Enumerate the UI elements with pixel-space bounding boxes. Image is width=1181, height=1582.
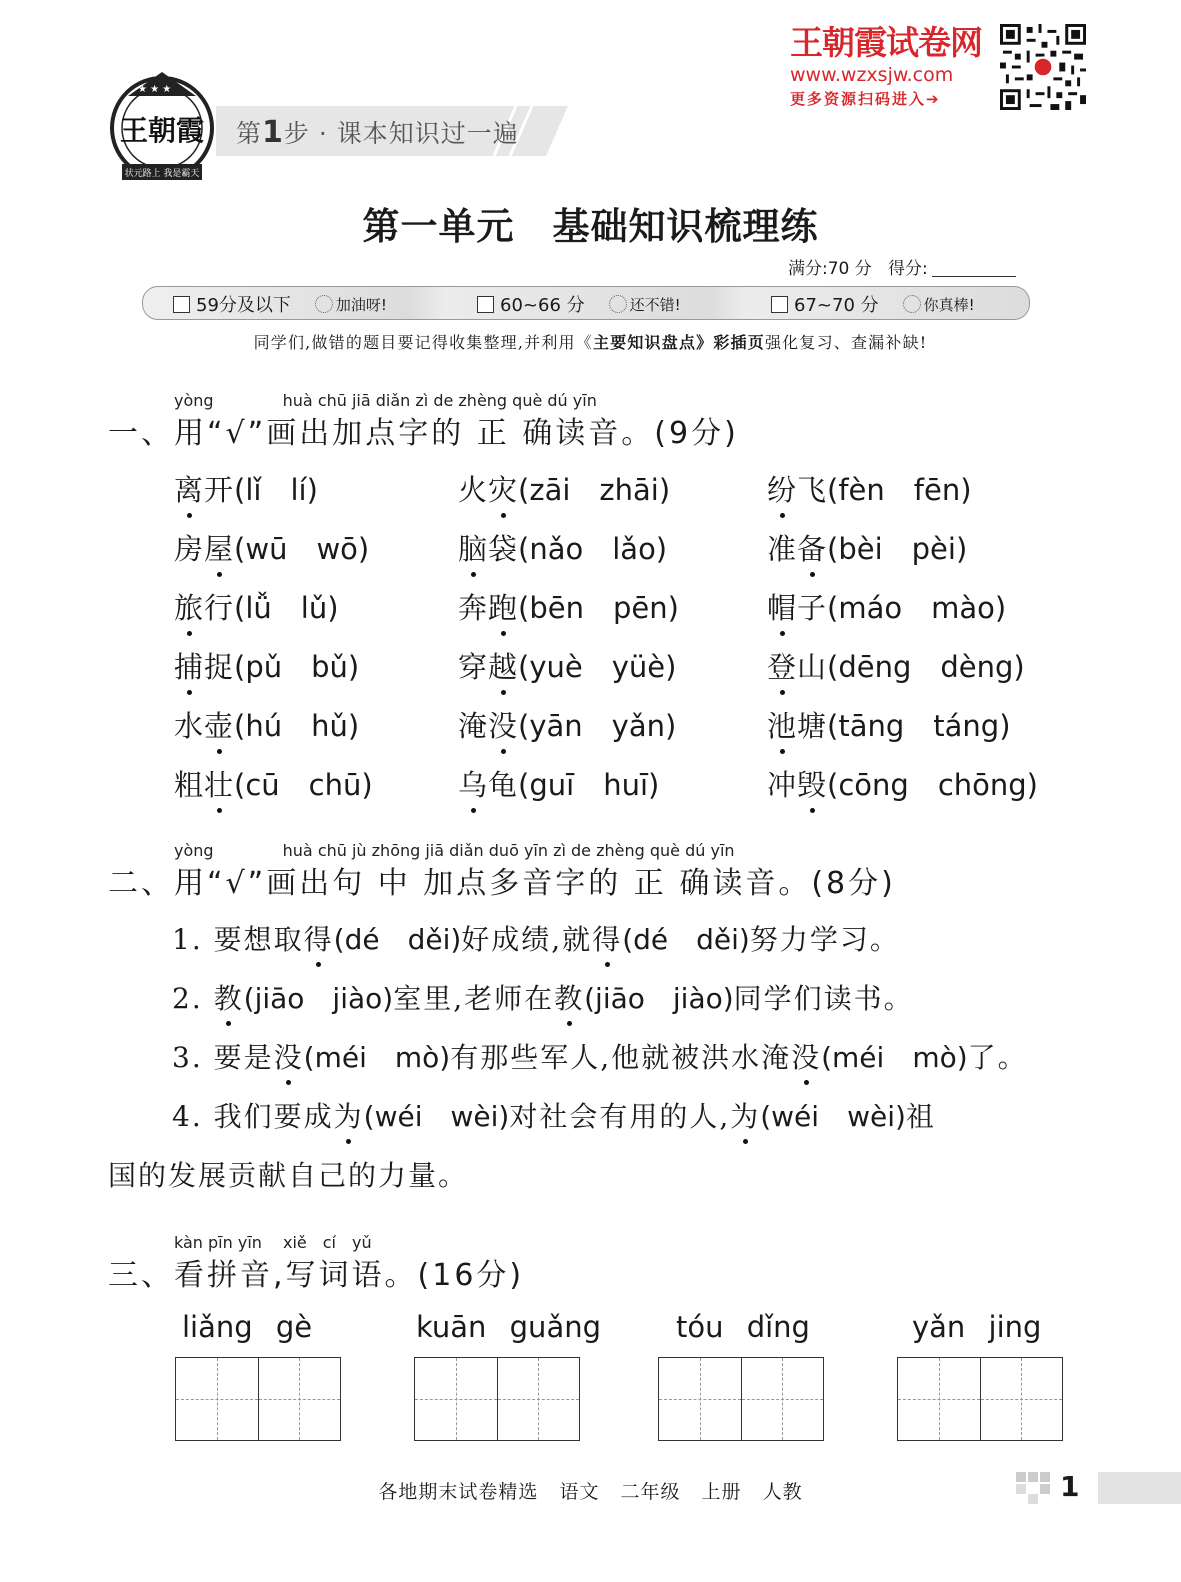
answer-options[interactable]: (dé děi) bbox=[622, 923, 750, 956]
grade-option: 59分及以下 加油呀! bbox=[173, 291, 387, 317]
score-line: 满分:70 分 得分: bbox=[788, 254, 1016, 279]
checkbox[interactable] bbox=[173, 296, 190, 313]
section3-pinyin: kàn pīn yīn xiě cí yǔ bbox=[174, 1233, 372, 1252]
score-blank[interactable] bbox=[932, 276, 1016, 277]
answer-options[interactable]: (cū chū) bbox=[234, 768, 373, 802]
answer-options[interactable]: (wū wō) bbox=[234, 532, 370, 566]
answer-options[interactable]: (lǐ lí) bbox=[234, 473, 318, 507]
smiley-icon bbox=[315, 295, 333, 313]
word-item: 帽子(máo mào) bbox=[767, 586, 1006, 627]
answer-options[interactable]: (dé děi) bbox=[333, 923, 462, 956]
answer-options[interactable]: (fèn fēn) bbox=[827, 473, 972, 507]
word-pinyin: yǎn jing bbox=[912, 1310, 1042, 1344]
writing-grid[interactable] bbox=[175, 1357, 341, 1441]
section2-title: 二、用“√”画出句 中 加点多音字的 正 确读音。(8分) bbox=[108, 866, 896, 901]
word-item: 房屋(wū wō) bbox=[174, 527, 369, 568]
footer: 各地期末试卷精选 语文 二年级 上册 人教 bbox=[378, 1481, 803, 1503]
sentence-3: 3. 要是没(méi mò)有那些军人,他就被洪水淹没(méi mò)了。 bbox=[172, 1036, 1028, 1076]
word-item: 旅行(lǚ lǔ) bbox=[174, 586, 339, 627]
brand-block bbox=[790, 24, 998, 110]
smiley-icon bbox=[903, 295, 921, 313]
section1-title: 一、用“√”画出加点字的 正 确读音。(9分) bbox=[108, 416, 739, 451]
brand-more-text: 更多资源扫码进入➔ bbox=[790, 90, 941, 108]
answer-options[interactable]: (nǎo lǎo) bbox=[518, 532, 668, 566]
word-item: 淹没(yān yǎn) bbox=[458, 704, 676, 745]
word-item: 火灾(zāi zhāi) bbox=[458, 468, 670, 509]
brand-title: 王朝霞试卷网 bbox=[790, 23, 982, 62]
sentence-1: 1. 要想取得(dé děi)好成绩,就得(dé děi)努力学习。 bbox=[172, 918, 900, 958]
section3-title: 三、看拼音,写词语。(16分) bbox=[108, 1258, 525, 1293]
sentence-4-continued: 国的发展贡献自己的力量。 bbox=[108, 1159, 469, 1192]
smiley-icon bbox=[609, 295, 627, 313]
step-label: 第1步 · 课本知识过一遍 bbox=[236, 115, 519, 150]
wangzhaoxia-logo bbox=[108, 66, 216, 184]
answer-options[interactable]: (jiāo jiào) bbox=[584, 982, 734, 1015]
answer-options[interactable]: (méi mò) bbox=[303, 1041, 451, 1074]
answer-options[interactable]: (tāng táng) bbox=[827, 709, 1011, 743]
answer-options[interactable]: (guī huī) bbox=[518, 768, 660, 802]
writing-grid[interactable] bbox=[414, 1357, 580, 1441]
word-pinyin: kuān guǎng bbox=[416, 1310, 601, 1344]
brand-url[interactable]: www.wzxsjw.com bbox=[790, 64, 954, 86]
grade-bar bbox=[142, 286, 1030, 320]
page-decoration bbox=[1016, 1472, 1056, 1504]
answer-options[interactable]: (zāi zhāi) bbox=[518, 473, 671, 507]
word-item: 乌龟(guī huī) bbox=[458, 763, 659, 804]
word-pinyin: tóu dǐng bbox=[676, 1310, 810, 1344]
word-item: 奔跑(bēn pēn) bbox=[458, 586, 679, 627]
word-item: 粗壮(cū chū) bbox=[174, 763, 373, 804]
word-pinyin: liǎng gè bbox=[182, 1310, 313, 1344]
page-bar bbox=[1098, 1472, 1181, 1504]
unit-title: 第一单元 基础知识梳理练 bbox=[362, 205, 819, 248]
section2-pinyin: yòng huà chū jù zhōng jiā diǎn duō yīn zì de zhèng què dú yīn bbox=[174, 841, 735, 860]
word-item: 冲毁(cōng chōng) bbox=[767, 763, 1038, 804]
word-item: 纷飞(fèn fēn) bbox=[767, 468, 972, 509]
answer-options[interactable]: (pǔ bǔ) bbox=[234, 650, 360, 684]
answer-options[interactable]: (cōng chōng) bbox=[827, 768, 1038, 802]
word-item: 脑袋(nǎo lǎo) bbox=[458, 527, 667, 568]
answer-options[interactable]: (yān yǎn) bbox=[518, 709, 677, 743]
writing-grid[interactable] bbox=[658, 1357, 824, 1441]
answer-options[interactable]: (bèi pèi) bbox=[827, 532, 968, 566]
sentence-2: 2. 教(jiāo jiào)室里,老师在教(jiāo jiào)同学们读书。 bbox=[172, 977, 914, 1017]
answer-options[interactable]: (lǚ lǔ) bbox=[234, 591, 339, 625]
writing-grid[interactable] bbox=[897, 1357, 1063, 1441]
word-item: 池塘(tāng táng) bbox=[767, 704, 1011, 745]
word-item: 准备(bèi pèi) bbox=[767, 527, 967, 568]
answer-options[interactable]: (hú hǔ) bbox=[234, 709, 360, 743]
instruction-note: 同学们,做错的题目要记得收集整理,并利用《主要知识盘点》彩插页强化复习、查漏补缺! bbox=[253, 333, 928, 352]
word-item: 捕捉(pǔ bǔ) bbox=[174, 645, 359, 686]
grade-option: 60~66 分 还不错! bbox=[477, 291, 681, 317]
answer-options[interactable]: (máo mào) bbox=[827, 591, 1007, 625]
answer-options[interactable]: (jiāo jiào) bbox=[243, 982, 394, 1015]
qr-code[interactable] bbox=[1000, 24, 1086, 110]
word-item: 登山(dēng dèng) bbox=[767, 645, 1025, 686]
checkbox[interactable] bbox=[771, 296, 788, 313]
svg-text:状元路上 我是霸天: 状元路上 我是霸天 bbox=[124, 169, 200, 179]
svg-text:王朝霞: 王朝霞 bbox=[119, 114, 205, 147]
answer-options[interactable]: (méi mò) bbox=[821, 1041, 968, 1074]
word-item: 水壶(hú hǔ) bbox=[174, 704, 359, 745]
sentence-4: 4. 我们要成为(wéi wèi)对社会有用的人,为(wéi wèi)祖 bbox=[172, 1095, 936, 1135]
answer-options[interactable]: (dēng dèng) bbox=[827, 650, 1025, 684]
svg-text:★ ★ ★: ★ ★ ★ bbox=[138, 84, 172, 95]
answer-options[interactable]: (bēn pēn) bbox=[518, 591, 679, 625]
answer-options[interactable]: (wéi wèi) bbox=[760, 1100, 906, 1133]
section1-pinyin: yòng huà chū jiā diǎn zì de zhèng què dú yīn bbox=[174, 391, 597, 410]
page-number: 1 bbox=[1060, 1470, 1080, 1503]
grade-option: 67~70 分 你真棒! bbox=[771, 291, 975, 317]
answer-options[interactable]: (yuè yüè) bbox=[518, 650, 677, 684]
checkbox[interactable] bbox=[477, 296, 494, 313]
word-item: 穿越(yuè yüè) bbox=[458, 645, 676, 686]
word-item: 离开(lǐ lí) bbox=[174, 468, 318, 509]
answer-options[interactable]: (wéi wèi) bbox=[363, 1100, 510, 1133]
